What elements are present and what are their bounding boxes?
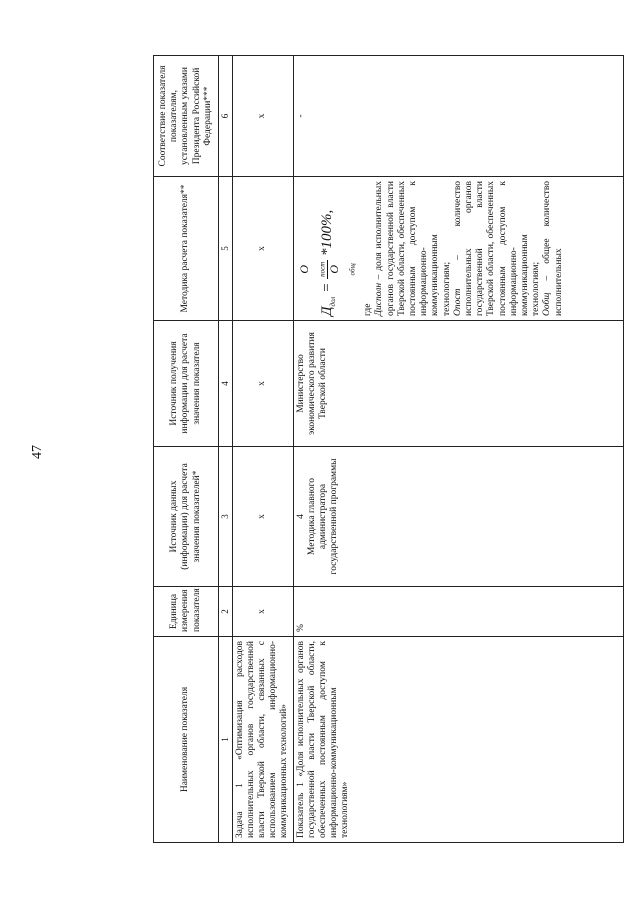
table-row [293, 56, 623, 843]
column-number: 3 [219, 447, 233, 587]
unit-cell: % [293, 587, 623, 637]
column-number: 6 [219, 56, 233, 177]
decree-cell: х [232, 56, 293, 177]
table-header-row [154, 56, 219, 843]
task-name-cell: Задача 1 «Оптимизация расходов исполнительных органов государственной власти Тверской области, связанных с использованием информационно-коммуникационных технологий» [232, 637, 293, 843]
data-source-number: 4 [295, 514, 306, 519]
column-number-row [219, 56, 233, 843]
term-o-post: Опост [452, 288, 463, 316]
indicator-name-cell: Показатель 1 «Доля исполнительных органов государственной власти Тверской области, обеспеченных постоянным доступом к информационно-коммуникационным технологиям» [293, 637, 623, 843]
indicators-table [153, 55, 624, 843]
header-data-source: Источник данных (информации) для расчета значения показателей* [154, 447, 219, 587]
header-indicator-name: Наименование показателя [154, 637, 219, 843]
term-o-total: Ообщ [542, 292, 553, 316]
header-decree-correspondence: Соответствие показателя показателям, установленным указами Президента Российской Федерации*** [154, 56, 219, 177]
formula-fraction: О $_{пост}$ О $_{общ}$ [296, 261, 357, 277]
table-row [232, 56, 293, 843]
column-number: 2 [219, 587, 233, 637]
term-d: Дисполн [374, 282, 385, 316]
decree-cell: - [293, 56, 623, 177]
share-formula: $Д_{дол}$ = О $_{пост}$ О $_{общ}$ *100%, [296, 209, 357, 316]
formula-tail: *100%, [318, 209, 335, 256]
indicator-table-sheet [153, 56, 639, 843]
page-number: 47 [30, 445, 45, 459]
header-info-source: Источник получения информации для расчета значения показателя [154, 321, 219, 447]
header-unit: Единица измерения показателя [154, 587, 219, 637]
info-source-cell: Министерство экономического развития Тверской области [293, 321, 623, 447]
column-number: 1 [219, 637, 233, 843]
header-method: Методика расчета показателя** [154, 177, 219, 321]
column-number: 4 [219, 321, 233, 447]
data-source-cell: х [232, 447, 293, 587]
info-source-cell: х [232, 321, 293, 447]
method-explanation: где Дисполн – доля исполнительных органов государственной власти Тверской области, обеспеченных постоянным доступом к информационно-коммуникационным технологиям; Опост – количество исполнительных органов государственной власти Тверской области, обеспеченных постоянным доступом к информационно-коммуникационным технологиям; Ообщ – общее количество исполнительных [363, 181, 564, 316]
data-source-text: Методика главного администратора государственной программы [306, 458, 340, 575]
method-cell: х [232, 177, 293, 321]
formula-lhs: $Д_{дол}$ [318, 296, 337, 316]
data-source-cell [293, 447, 623, 587]
column-number: 5 [219, 177, 233, 321]
method-cell [293, 177, 623, 321]
unit-cell: х [232, 587, 293, 637]
